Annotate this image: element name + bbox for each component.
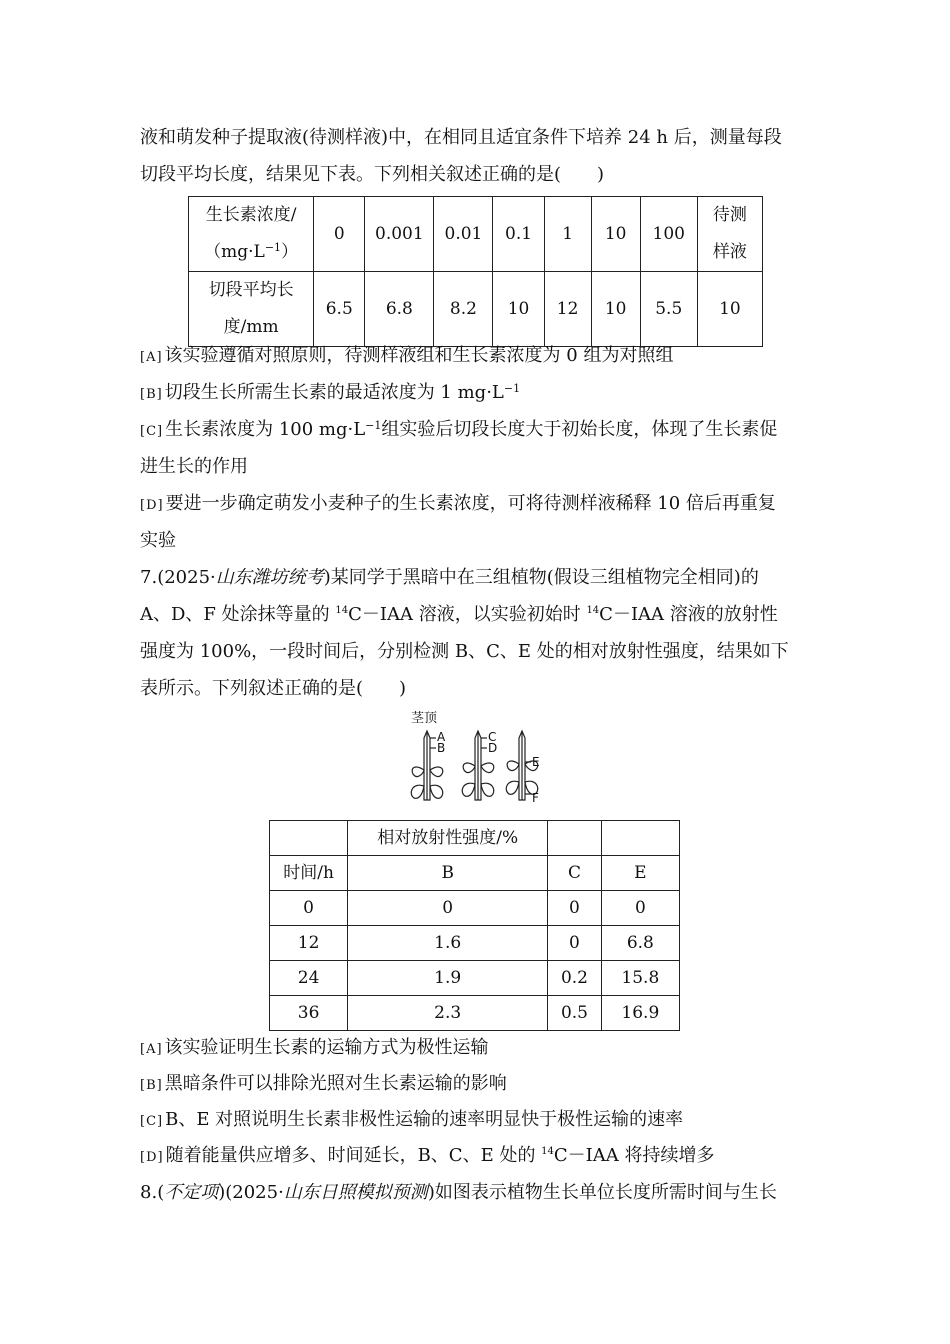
table-cell: 10 bbox=[697, 272, 762, 347]
question-number: 8. bbox=[140, 1182, 158, 1203]
table-cell bbox=[601, 821, 679, 856]
table-row bbox=[270, 961, 680, 996]
row-label-line1: 切段平均长 bbox=[208, 280, 294, 300]
intro-line-1: 液和萌发种子提取液(待测样液)中，在相同且适宜条件下培养 24 h 后，测量每段 bbox=[140, 127, 782, 148]
label-e: E bbox=[532, 755, 540, 769]
question-text: C－IAA 溶液的放射性 bbox=[599, 604, 778, 625]
option-text: 该实验证明生长素的运输方式为极性运输 bbox=[164, 1037, 489, 1058]
table-cell bbox=[270, 821, 348, 856]
table-cell: 0 bbox=[348, 891, 548, 926]
option-c bbox=[140, 418, 777, 444]
table-header-cell: C bbox=[548, 856, 602, 891]
table-cell: 16.9 bbox=[601, 996, 679, 1031]
table-row bbox=[270, 996, 680, 1031]
table-cell: 5.5 bbox=[640, 272, 697, 347]
table-cell bbox=[548, 821, 602, 856]
isotope-superscript: 14 bbox=[335, 605, 349, 616]
plant-stem-figure bbox=[405, 708, 555, 812]
table-header-cell: B bbox=[348, 856, 548, 891]
tag-close: ) bbox=[218, 1182, 226, 1203]
sample-label-line1: 待测 bbox=[712, 205, 747, 225]
table-cell: 0 bbox=[548, 891, 602, 926]
q7-option-c bbox=[140, 1108, 683, 1134]
question-text: 如图表示植物生长单位长度所需时间与生长 bbox=[434, 1182, 777, 1203]
table-header-cell: 时间/h bbox=[270, 856, 348, 891]
option-text: 切段生长所需生长素的最适浓度为 1 mg·L bbox=[164, 382, 504, 403]
table-cell: 0 bbox=[601, 891, 679, 926]
option-a bbox=[140, 344, 673, 370]
option-tag: [C] bbox=[140, 424, 164, 439]
option-text: 生长素浓度为 100 mg·L bbox=[165, 419, 366, 440]
table-cell: 36 bbox=[270, 996, 348, 1031]
table-cell: 15.8 bbox=[601, 961, 679, 996]
source-open: (2025· bbox=[225, 1182, 284, 1203]
question-7-line-4: 表所示。下列叙述正确的是( ) bbox=[140, 678, 407, 699]
option-text: 要进一步确定萌发小麦种子的生长素浓度，可将待测样液稀释 10 倍后再重复 bbox=[165, 493, 776, 514]
table-cell: 100 bbox=[640, 197, 697, 272]
superscript: −1 bbox=[365, 419, 382, 432]
option-tag: [B] bbox=[140, 1078, 163, 1093]
option-text: B、E 对照说明生长素非极性运输的速率明显快于极性运输的速率 bbox=[165, 1109, 684, 1130]
option-tag: [A] bbox=[140, 350, 163, 365]
q7-option-d bbox=[140, 1144, 715, 1170]
table-cell: 0.001 bbox=[365, 197, 434, 272]
row-label-line2: 度/mm bbox=[223, 317, 279, 337]
source-close: ) bbox=[427, 1182, 435, 1203]
option-tag: [A] bbox=[140, 1042, 163, 1057]
question-text: 某同学于黑暗中在三组植物(假设三组植物完全相同)的 bbox=[330, 567, 759, 588]
table-header-cell bbox=[189, 272, 314, 347]
option-text: C－IAA 将持续增多 bbox=[553, 1145, 715, 1166]
question-7-line-3: 强度为 100%，一段时间后，分别检测 B、C、E 处的相对放射性强度，结果如下 bbox=[140, 641, 789, 662]
table-row bbox=[270, 821, 680, 856]
option-text: 黑暗条件可以排除光照对生长素运输的影响 bbox=[164, 1073, 507, 1094]
question-source: 山东日照模拟预测 bbox=[283, 1182, 428, 1203]
table-cell: 1.9 bbox=[348, 961, 548, 996]
option-tag: [C] bbox=[140, 1114, 164, 1129]
table-cell: 2.3 bbox=[348, 996, 548, 1031]
option-d bbox=[140, 492, 776, 518]
table-cell: 1.6 bbox=[348, 926, 548, 961]
header-label-line1: 生长素浓度/ bbox=[205, 205, 297, 225]
table-cell: 24 bbox=[270, 961, 348, 996]
question-text: A、D、F 处涂抹等量的 bbox=[140, 604, 336, 625]
table-cell: 10 bbox=[493, 272, 544, 347]
table-cell: 0.5 bbox=[548, 996, 602, 1031]
figure-title: 茎顶 bbox=[411, 711, 438, 726]
header-label-line2: $(mg\cdot L^{-1})$ bbox=[204, 241, 299, 262]
question-7-line-1 bbox=[140, 566, 759, 590]
table-row bbox=[270, 926, 680, 961]
option-text: 随着能量供应增多、时间延长，B、C、E 处的 bbox=[165, 1145, 542, 1166]
table-row bbox=[270, 891, 680, 926]
table-cell: 0.01 bbox=[434, 197, 493, 272]
table-cell: 1 bbox=[544, 197, 591, 272]
isotope-superscript: 14 bbox=[586, 605, 600, 616]
table-cell: 6.8 bbox=[601, 926, 679, 961]
question-text: C－IAA 溶液，以实验初始时 bbox=[348, 604, 587, 625]
table-cell: 0.2 bbox=[548, 961, 602, 996]
table-cell: 12 bbox=[544, 272, 591, 347]
option-c-cont: 进生长的作用 bbox=[140, 456, 248, 477]
question-7-line-2 bbox=[140, 603, 778, 627]
radioactivity-table bbox=[269, 820, 680, 1031]
table-cell: 0.1 bbox=[493, 197, 544, 272]
option-tag: [D] bbox=[140, 498, 164, 513]
table-row bbox=[270, 856, 680, 891]
source-close: ) bbox=[323, 567, 331, 588]
option-tag: [B] bbox=[140, 387, 163, 402]
table-cell bbox=[697, 197, 762, 272]
q7-option-b bbox=[140, 1072, 507, 1098]
auxin-concentration-table bbox=[188, 196, 763, 347]
tag-open: ( bbox=[157, 1182, 165, 1203]
question-tag: 不定项 bbox=[164, 1182, 219, 1203]
q7-option-a bbox=[140, 1036, 489, 1062]
label-f: F bbox=[532, 791, 539, 805]
table-row bbox=[189, 197, 763, 272]
option-tag: [D] bbox=[140, 1150, 164, 1165]
table-cell: 10 bbox=[591, 272, 640, 347]
question-source: 山东潍坊统考 bbox=[215, 567, 324, 588]
option-d-cont: 实验 bbox=[140, 530, 176, 551]
label-c: C bbox=[488, 730, 497, 744]
table-cell: 0 bbox=[548, 926, 602, 961]
table-header-cell bbox=[189, 197, 314, 272]
table-row bbox=[189, 272, 763, 347]
table-header-cell: 相对放射性强度/% bbox=[348, 821, 548, 856]
question-number: 7. bbox=[140, 567, 158, 588]
superscript: −1 bbox=[503, 382, 521, 395]
table-cell: 8.2 bbox=[434, 272, 493, 347]
option-b bbox=[140, 381, 520, 407]
sample-label-line2: 样液 bbox=[712, 242, 747, 262]
table-cell: 0 bbox=[270, 891, 348, 926]
label-d: D bbox=[488, 741, 498, 755]
label-a: A bbox=[437, 730, 446, 744]
option-text: 组实验后切段长度大于初始长度，体现了生长素促 bbox=[381, 419, 778, 440]
table-cell: 6.5 bbox=[314, 272, 365, 347]
source-open: (2025· bbox=[157, 567, 216, 588]
table-cell: 12 bbox=[270, 926, 348, 961]
intro-line-2: 切段平均长度，结果见下表。下列相关叙述正确的是( ) bbox=[140, 164, 605, 185]
question-8-line-1 bbox=[140, 1181, 777, 1205]
table-header-cell: E bbox=[601, 856, 679, 891]
table-cell: 6.8 bbox=[365, 272, 434, 347]
isotope-superscript: 14 bbox=[541, 1146, 554, 1157]
table-cell: 0 bbox=[314, 197, 365, 272]
label-b: B bbox=[437, 741, 446, 755]
table-cell: 10 bbox=[591, 197, 640, 272]
option-text: 该实验遵循对照原则，待测样液组和生长素浓度为 0 组为对照组 bbox=[164, 345, 674, 366]
